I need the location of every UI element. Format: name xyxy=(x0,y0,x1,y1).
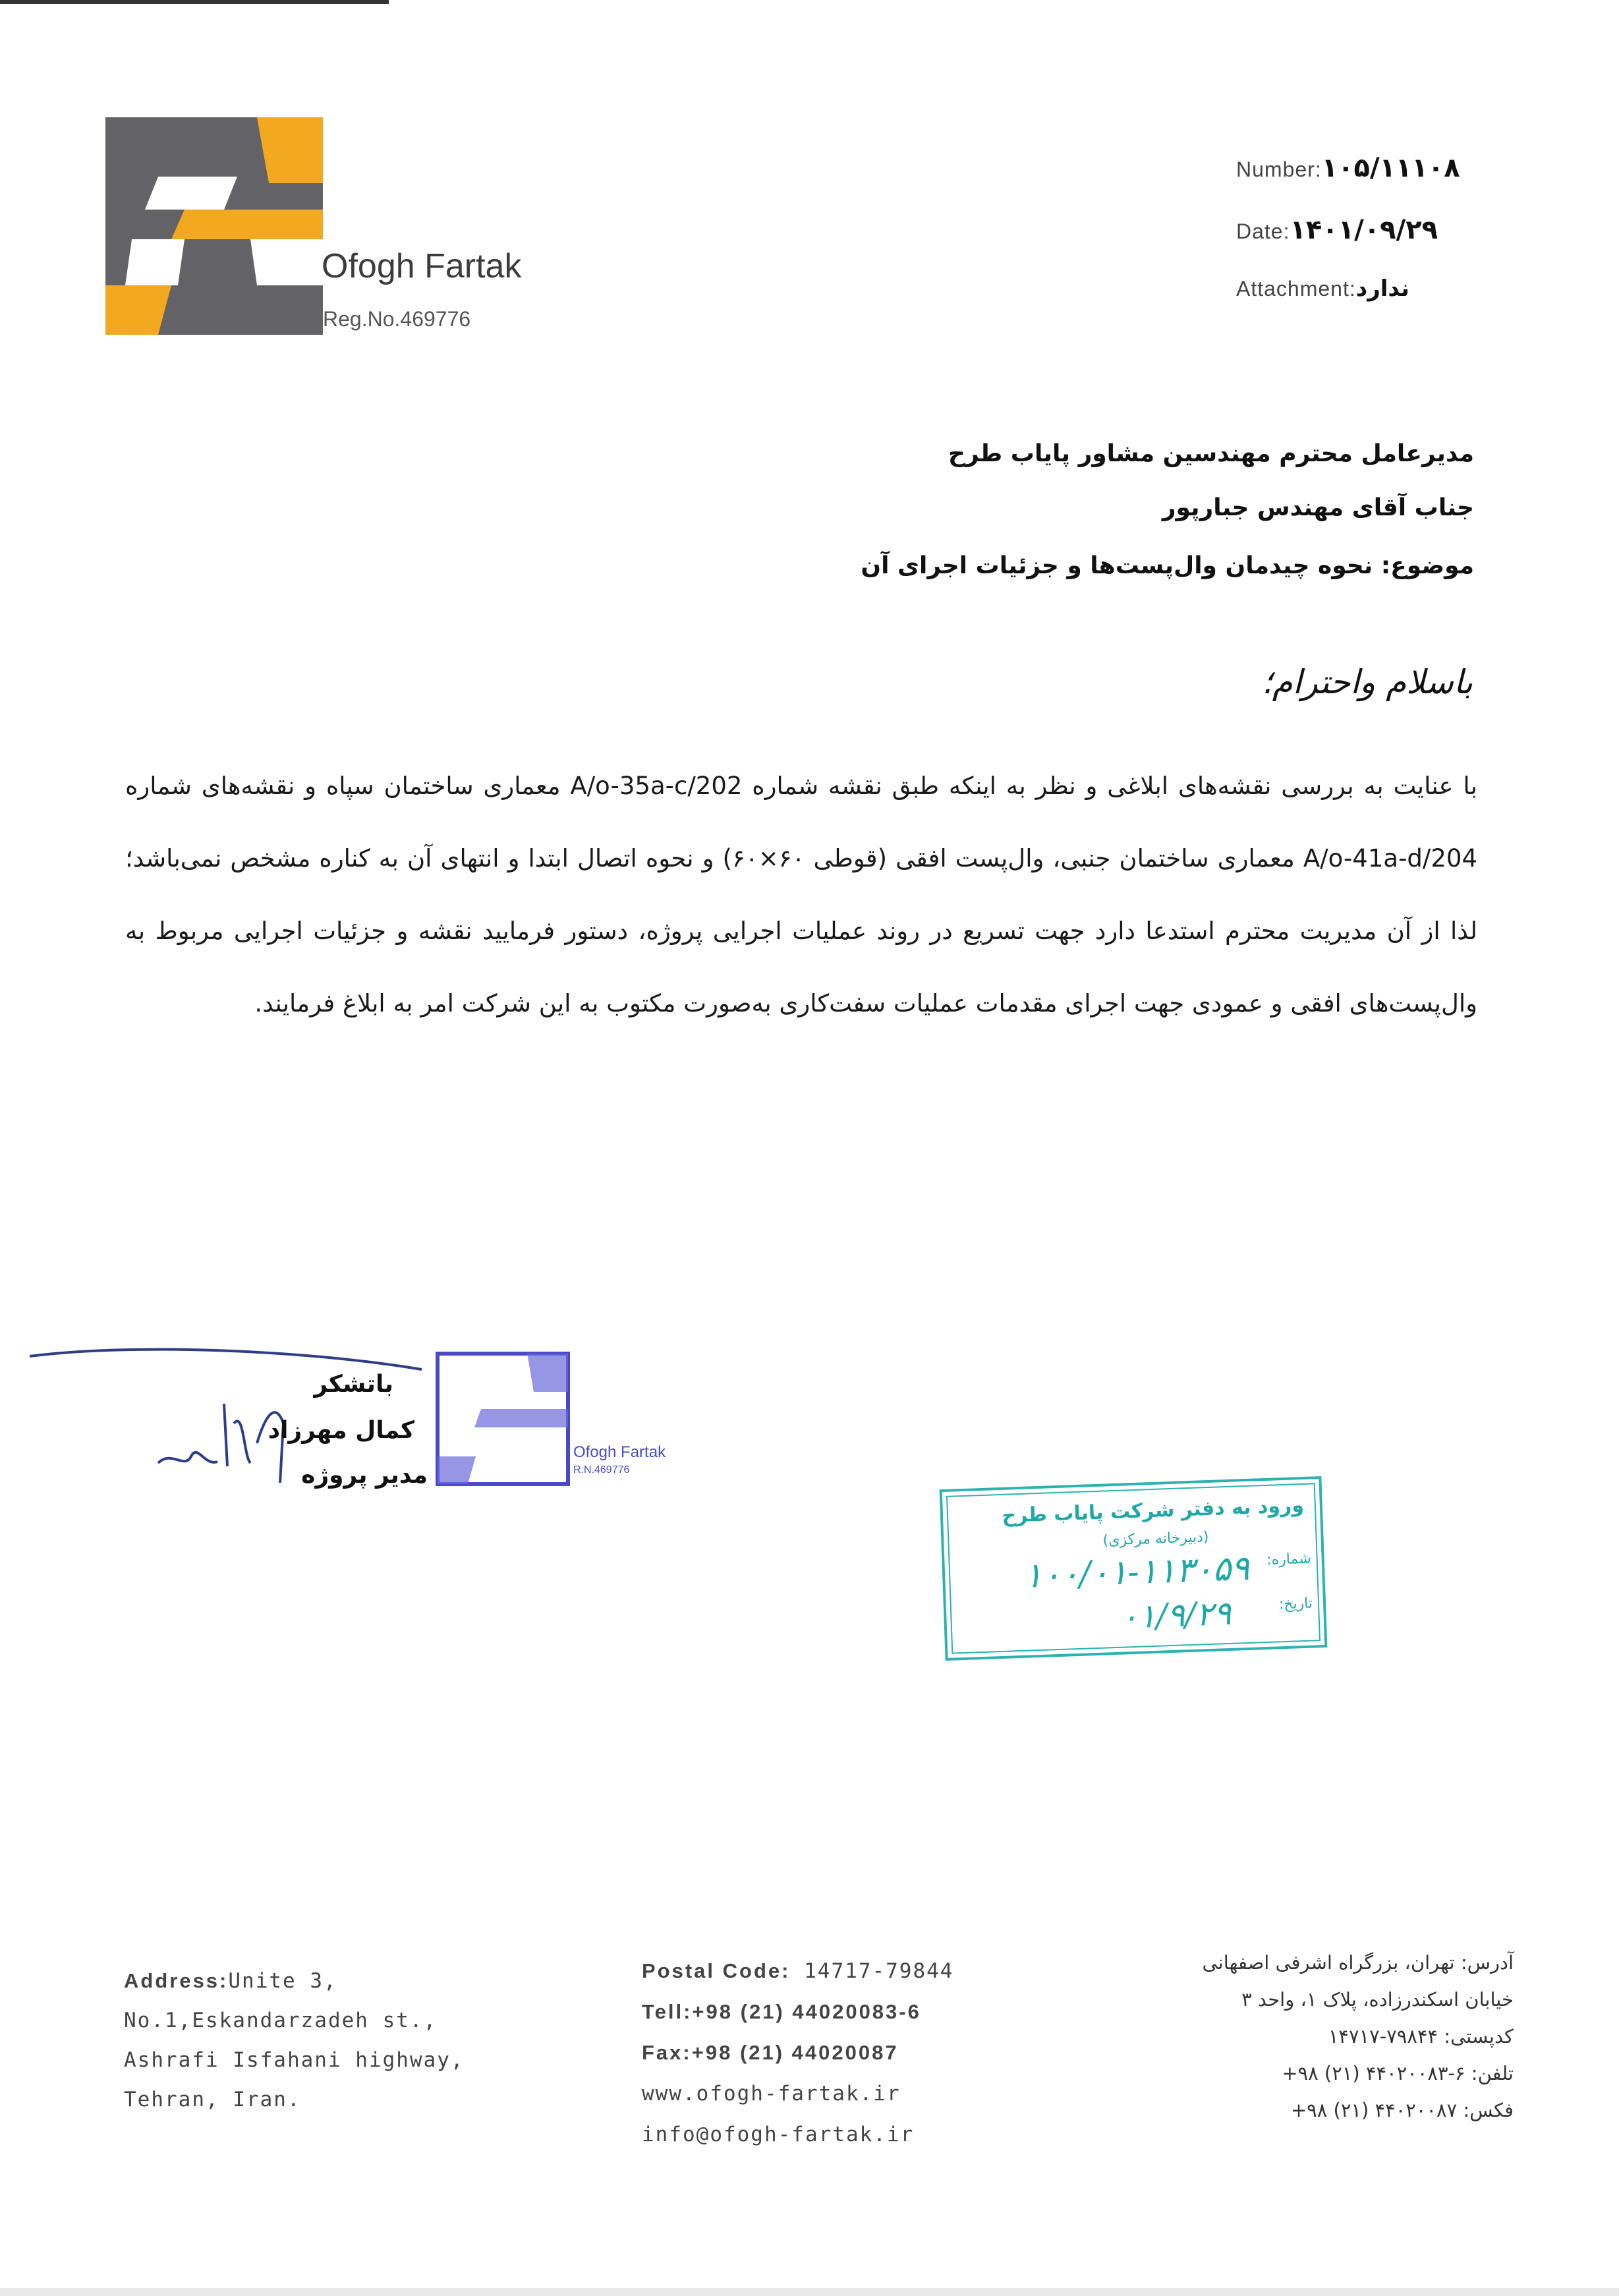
recipient-line: مدیرعامل محترم مهندسین مشاور پایاب طرح xyxy=(948,440,1474,467)
fax-value: Fax:+98 (21) 44020087 xyxy=(642,2041,899,2064)
fa-address-line-1: آدرس: تهران، بزرگراه اشرفی اصفهانی xyxy=(1202,1951,1514,1974)
footer-contact xyxy=(642,1951,953,2155)
address-label: Address: xyxy=(124,1969,229,1992)
telephone-value: Tell:+98 (21) 44020083-6 xyxy=(642,2000,921,2023)
fa-telephone: تلفن: ۶-۴۴۰۲۰۰۸۳ (۲۱) ۹۸+ xyxy=(1282,2062,1514,2084)
address-line-3: Ashrafi Isfahani highway, xyxy=(124,2048,465,2072)
fa-fax: فکس: ۴۴۰۲۰۰۸۷ (۲۱) ۹۸+ xyxy=(1290,2099,1514,2121)
number-label: Number: xyxy=(1236,158,1322,181)
letter-number xyxy=(1236,153,1460,183)
fax xyxy=(642,2032,953,2073)
attachment-value: ندارد xyxy=(1355,275,1409,302)
date-value: ۱۴۰۱/۰۹/۲۹ xyxy=(1290,215,1438,245)
receipt-date-label: تاریخ: xyxy=(1278,1595,1313,1613)
footer-address-en xyxy=(124,1961,465,2119)
date-label: Date: xyxy=(1236,219,1290,243)
recipient-name: جناب آقای مهندس جبارپور xyxy=(1162,494,1474,521)
letter-date xyxy=(1236,215,1438,245)
postal-value: 14717-79844 xyxy=(790,1959,954,1983)
company-name: Ofogh Fartak xyxy=(322,247,522,285)
receipt-date-value: ۰۱/۹/۲۹ xyxy=(1120,1593,1232,1636)
stamp-reg-number: R.N.469776 xyxy=(573,1464,630,1476)
address-line-1 xyxy=(124,1961,465,2001)
receipt-number-label: شماره: xyxy=(1266,1550,1312,1568)
receipt-stamp xyxy=(940,1476,1328,1661)
telephone xyxy=(642,1992,953,2032)
address-l1: Unite 3, xyxy=(228,1969,337,1993)
letter-attachment xyxy=(1236,275,1409,302)
postal-code xyxy=(642,1951,953,1992)
registration-number: Reg.No.469776 xyxy=(323,307,471,331)
fa-address-line-2: خیابان اسکندرزاده، پلاک ۱، واحد ۳ xyxy=(1241,1988,1514,2011)
signature-thanks: باتشکر xyxy=(314,1371,393,1398)
receipt-number-value: ۱۰۰/۰۱-۱۱۳۰۵۹ xyxy=(1023,1548,1251,1596)
receipt-stamp-subtitle: (دبیرخانه مرکزی) xyxy=(1102,1528,1209,1549)
receipt-stamp-title: ورود به دفتر شرکت پایاب طرح xyxy=(1001,1493,1305,1528)
letter-body: با عنایت به بررسی نقشه‌های ابلاغی و نظر به اینکه طبق نقشه شماره 202/A/o-35a-c معماری ساختمان سپاه و نقشه‌های شماره 204/A/o-41a-d معماری ساختمان جنبی، وال‌پست افقی (قوطی ۶۰×۶۰) و نحوه اتصال ابتدا و انتهای آن به کناره مشخص نمی‌باشد؛ لذا از آن مدیریت محترم استدعا دارد جهت تسریع در روند عملیات اجرایی پروژه، دستور فرمایید نقشه و جزئیات اجرایی مربوط به وال‌پست‌های افقی و عمودی جهت اجرای مقدمات عملیات سفت‌کاری به‌صورت مکتوب به این شرکت امر به ابلاغ فرمایند. xyxy=(125,772,1478,1018)
scan-bottom-edge xyxy=(0,2288,1619,2296)
fa-postal-code: کدپستی: ۷۹۸۴۴-۱۴۷۱۷ xyxy=(1328,2025,1514,2048)
website-link[interactable]: www.ofogh-fartak.ir xyxy=(642,2082,901,2106)
footer-address-fa xyxy=(1203,1944,1514,2129)
email-link[interactable]: info@ofogh-fartak.ir xyxy=(642,2123,915,2146)
signatory-name: کمال مهرزاد xyxy=(268,1417,414,1444)
company-logo-icon xyxy=(105,117,323,335)
address-line-4: Tehran, Iran. xyxy=(124,2088,301,2111)
postal-label: Postal Code: xyxy=(642,1959,791,1982)
scan-top-edge xyxy=(0,0,389,4)
salutation: باسلام واحترام؛ xyxy=(1261,663,1473,701)
company-stamp-icon xyxy=(435,1351,571,1487)
address-line-2: No.1,Eskandarzadeh st., xyxy=(124,2009,438,2032)
attachment-label: Attachment: xyxy=(1236,277,1356,301)
subject-line: موضوع: نحوه چیدمان وال‌پست‌ها و جزئیات اجرای آن xyxy=(861,552,1474,579)
number-value: ۱۰۵/۱۱۱۰۸ xyxy=(1321,153,1460,183)
signatory-title: مدیر پروژه xyxy=(301,1462,428,1489)
stamp-company-name: Ofogh Fartak xyxy=(573,1443,666,1461)
